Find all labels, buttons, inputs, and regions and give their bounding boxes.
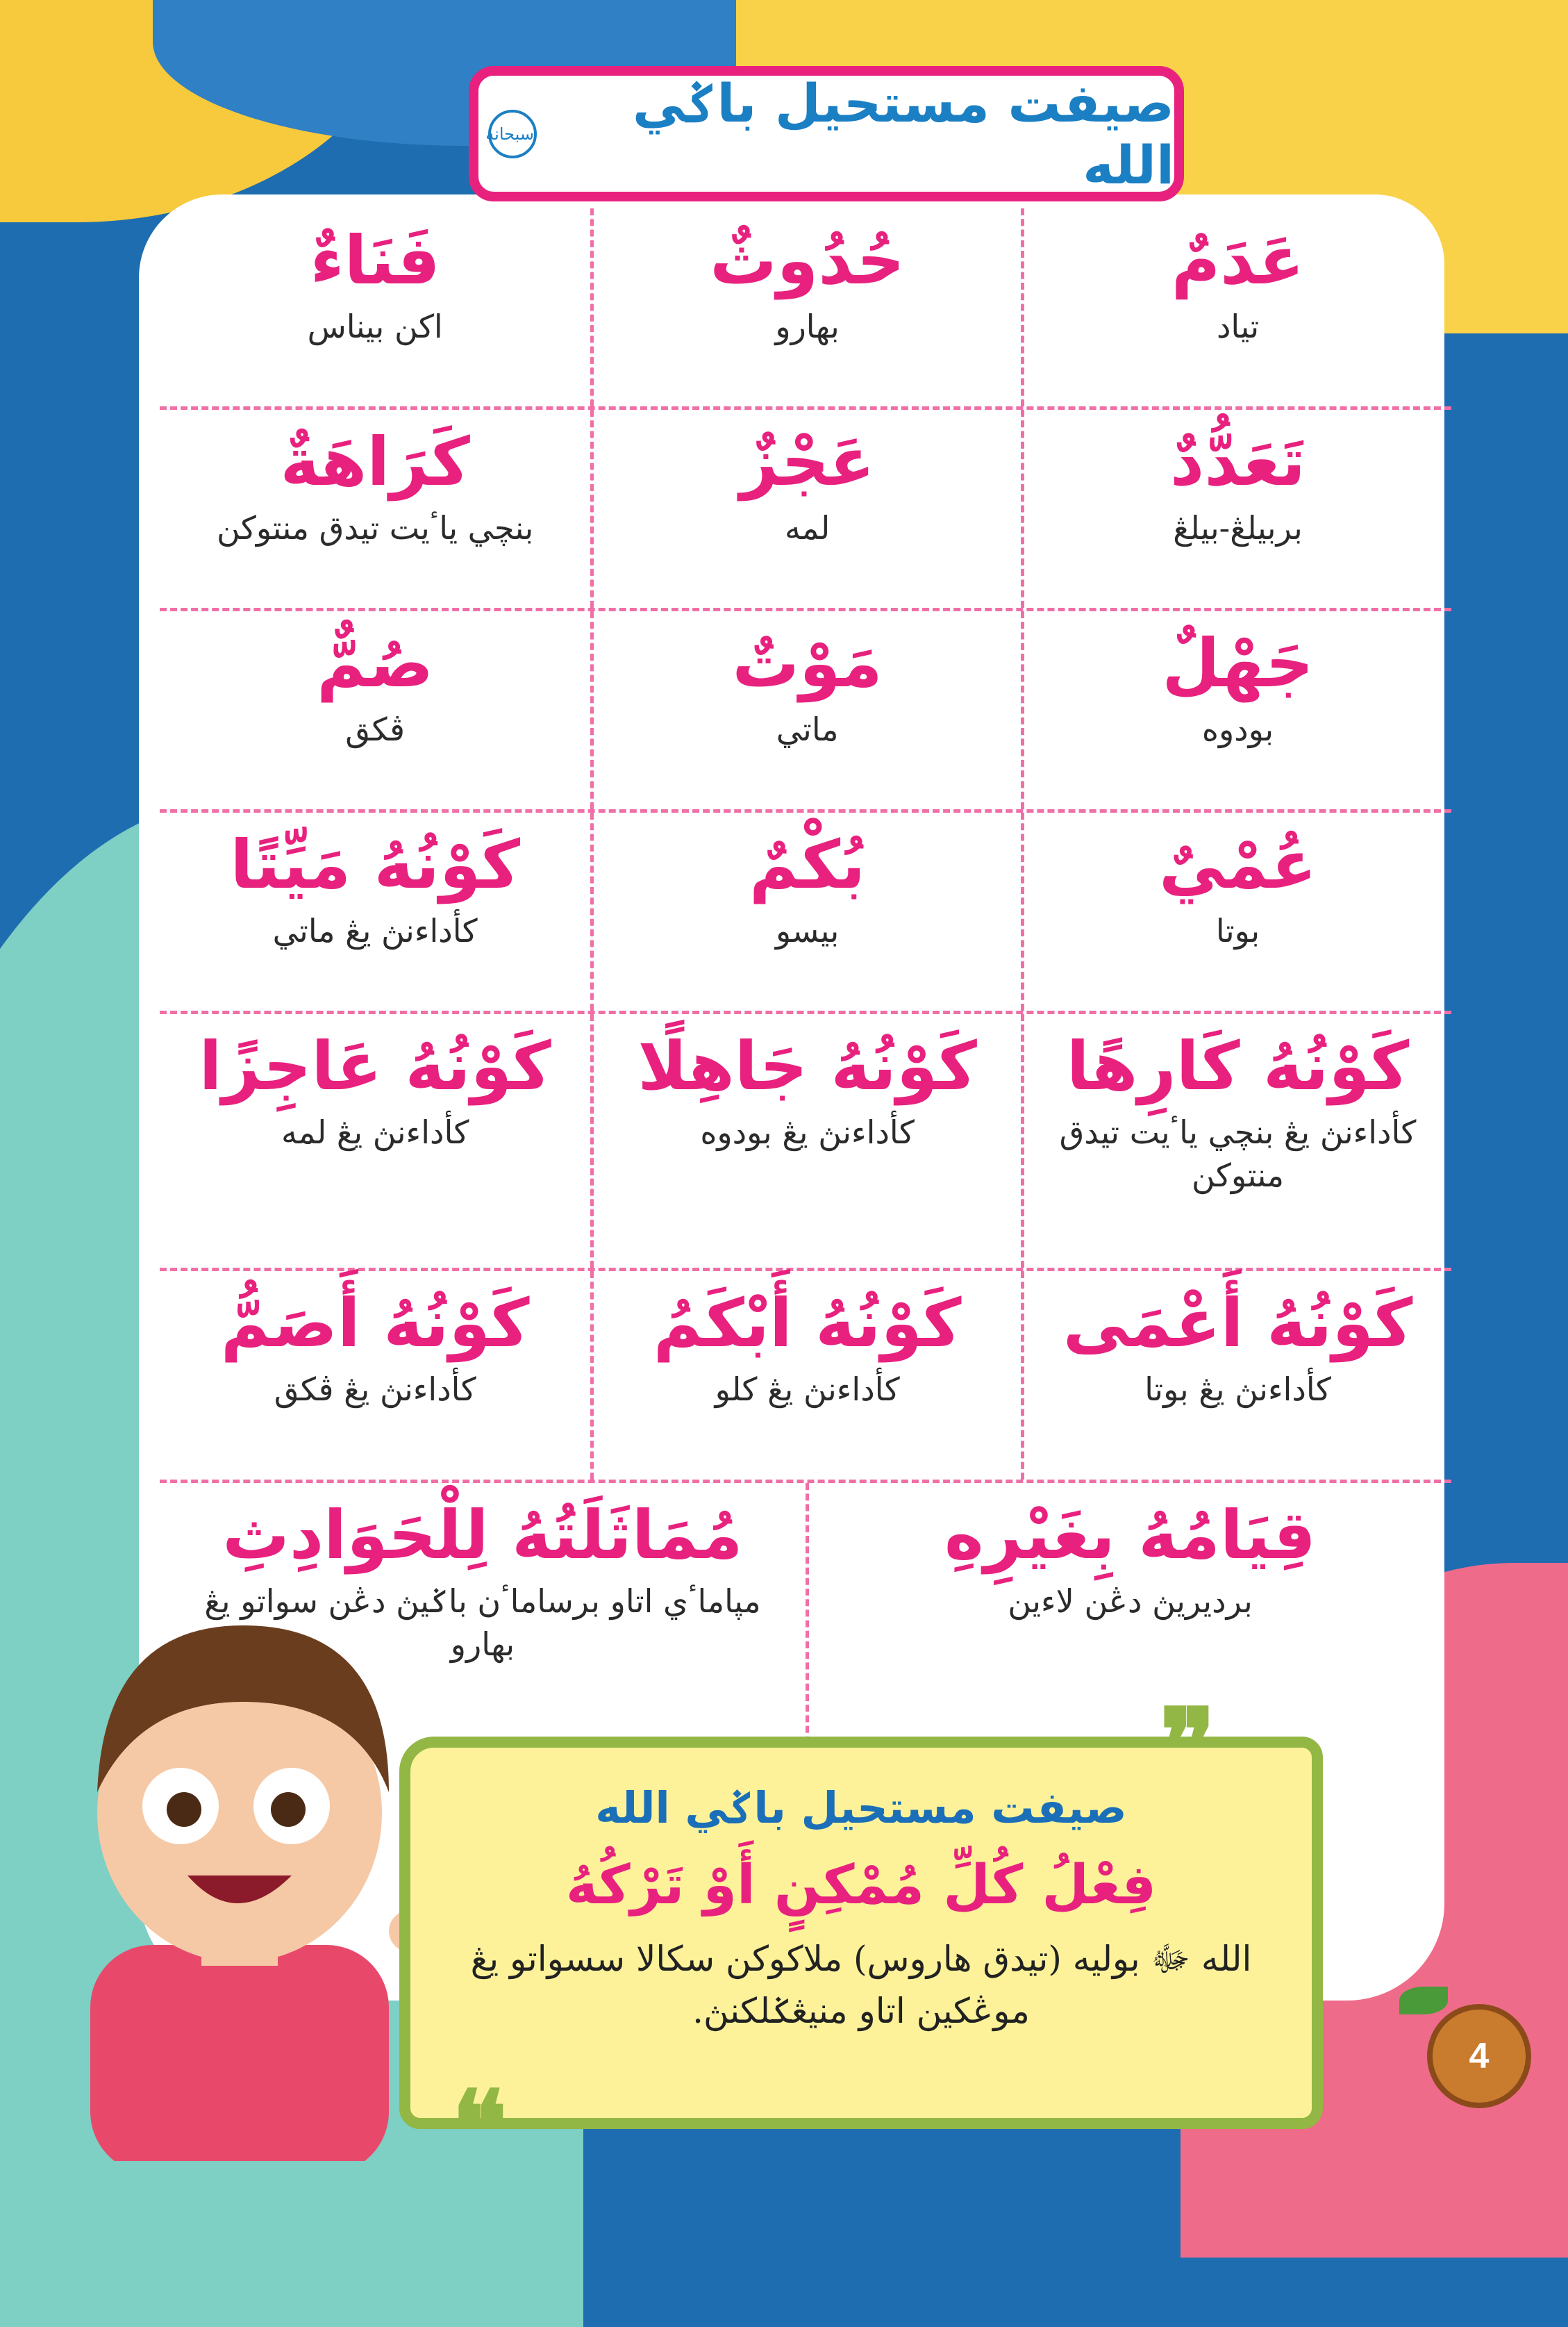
cell: [590, 611, 1021, 809]
quote-arabic: فِعْلُ كُلِّ مُمْكِنٍ أَوْ تَرْكُهُ: [565, 1854, 1157, 1916]
jawi-meaning: تياد: [1216, 308, 1260, 346]
page-title: صيفت مستحيل باݢي الله: [632, 72, 1174, 196]
jawi-meaning: بوتا: [1215, 912, 1260, 950]
arabic-term: مَوْتٌ: [732, 624, 883, 702]
cell: [160, 813, 590, 1011]
cell: [160, 1014, 590, 1268]
jawi-meaning: بودوه: [1201, 711, 1274, 749]
arabic-term: تَعَدُّدٌ: [1170, 423, 1306, 501]
cell: [160, 1271, 590, 1480]
grid-row-6: [160, 1271, 1451, 1483]
jawi-meaning: كأداءنڽ يڠ بوتا: [1144, 1370, 1331, 1409]
arabic-term: كَوْنُهُ جَاهِلًا: [637, 1027, 977, 1105]
cell: [590, 1271, 1021, 1480]
attributes-grid: [160, 208, 1451, 1754]
jawi-meaning: كأداءنڽ يڠ ماتي: [272, 912, 478, 950]
arabic-term: عَجْزٌ: [740, 423, 875, 501]
jawi-meaning: بنچي ياٴيت تيدق منتوكن: [216, 509, 534, 547]
jawi-meaning: لمه: [784, 509, 831, 547]
jawi-meaning: برديريڽ دڠن لاءين: [1008, 1582, 1253, 1621]
quote-body: الله ﷻ بوليه (تيدق هاروس) ملاكوكن سكالا سسواتو يڠ موڠكين اتاو منيڠݢلكنڽ.: [470, 1939, 1252, 2031]
arabic-term: عُمْيٌ: [1159, 826, 1317, 904]
page-title-box: [469, 66, 1184, 201]
jawi-meaning: كأداءنڽ يڠ ڤكق: [274, 1370, 476, 1409]
open-quote-icon: ❞: [1160, 1686, 1216, 1808]
cell: [590, 410, 1021, 608]
cell: [160, 208, 590, 406]
jawi-meaning: كأداءنڽ يڠ بودوه: [700, 1113, 915, 1152]
grid-row-4: [160, 813, 1451, 1014]
arabic-term: كَوْنُهُ أَبْكَمُ: [653, 1284, 962, 1362]
arabic-term: بُكْمٌ: [749, 826, 866, 904]
arabic-term: صُمٌّ: [317, 624, 434, 702]
quote-title: صيفت مستحيل باݢي الله: [595, 1782, 1127, 1833]
cell: [1021, 611, 1451, 809]
cell: [806, 1483, 1451, 1754]
cell: [590, 813, 1021, 1011]
jawi-meaning: كأداءنڽ يڠ كلو: [715, 1370, 900, 1409]
jawi-meaning: بيسو: [775, 912, 840, 950]
arabic-term: كَوْنُهُ كَارِهًا: [1066, 1027, 1410, 1105]
close-quote-icon: ❝: [451, 2068, 508, 2190]
cell: [1021, 813, 1451, 1011]
arabic-term: مُمَاثَلَتُهُ لِلْحَوَادِثِ: [222, 1496, 743, 1574]
jawi-meaning: ڤكق: [345, 711, 406, 749]
jawi-meaning: كأداءنڽ يڠ بنچي ياٴيت تيدق منتوكن: [1059, 1113, 1417, 1195]
jawi-meaning: مڽاماٴي اتاو برساماٴن باݢيڽ دڠن سواتو يڠ بهارو: [204, 1582, 761, 1664]
arabic-term: فَنَاءٌ: [310, 222, 440, 299]
cell: [1021, 1271, 1451, 1480]
cell: [590, 1014, 1021, 1268]
jawi-meaning: بربيلڠ-بيلڠ: [1173, 509, 1303, 547]
jawi-meaning: بهارو: [775, 308, 840, 346]
grid-row-2: [160, 410, 1451, 611]
cell: [160, 611, 590, 809]
arabic-term: كَوْنُهُ أَصَمُّ: [220, 1284, 530, 1362]
arabic-term: قِيَامُهُ بِغَيْرِهِ: [944, 1496, 1316, 1574]
allah-seal-icon: سبحانه: [488, 110, 537, 158]
jawi-meaning: ماتي: [776, 711, 839, 749]
cell: [1021, 208, 1451, 406]
arabic-term: حُدُوثٌ: [710, 222, 905, 299]
leaf-icon: [1399, 1987, 1448, 2014]
arabic-term: عَدَمٌ: [1171, 222, 1305, 299]
jawi-meaning: اكن بيناس: [307, 308, 443, 346]
arabic-term: كَوْنُهُ عَاجِزًا: [199, 1027, 551, 1105]
cell: [1021, 1014, 1451, 1268]
page-number-badge: 4: [1427, 2004, 1531, 2108]
grid-row-3: [160, 611, 1451, 813]
jawi-meaning: كأداءنڽ يڠ لمه: [281, 1113, 469, 1152]
grid-row-5: [160, 1014, 1451, 1271]
cell: [1021, 410, 1451, 608]
grid-row-1: [160, 208, 1451, 410]
arabic-term: كَوْنُهُ أَعْمَى: [1062, 1284, 1413, 1362]
cell: [590, 208, 1021, 406]
arabic-term: كَرَاهَةٌ: [280, 423, 470, 501]
cell: [160, 410, 590, 608]
arabic-term: جَهْلٌ: [1162, 624, 1314, 702]
arabic-term: كَوْنُهُ مَيِّتًا: [230, 826, 520, 904]
